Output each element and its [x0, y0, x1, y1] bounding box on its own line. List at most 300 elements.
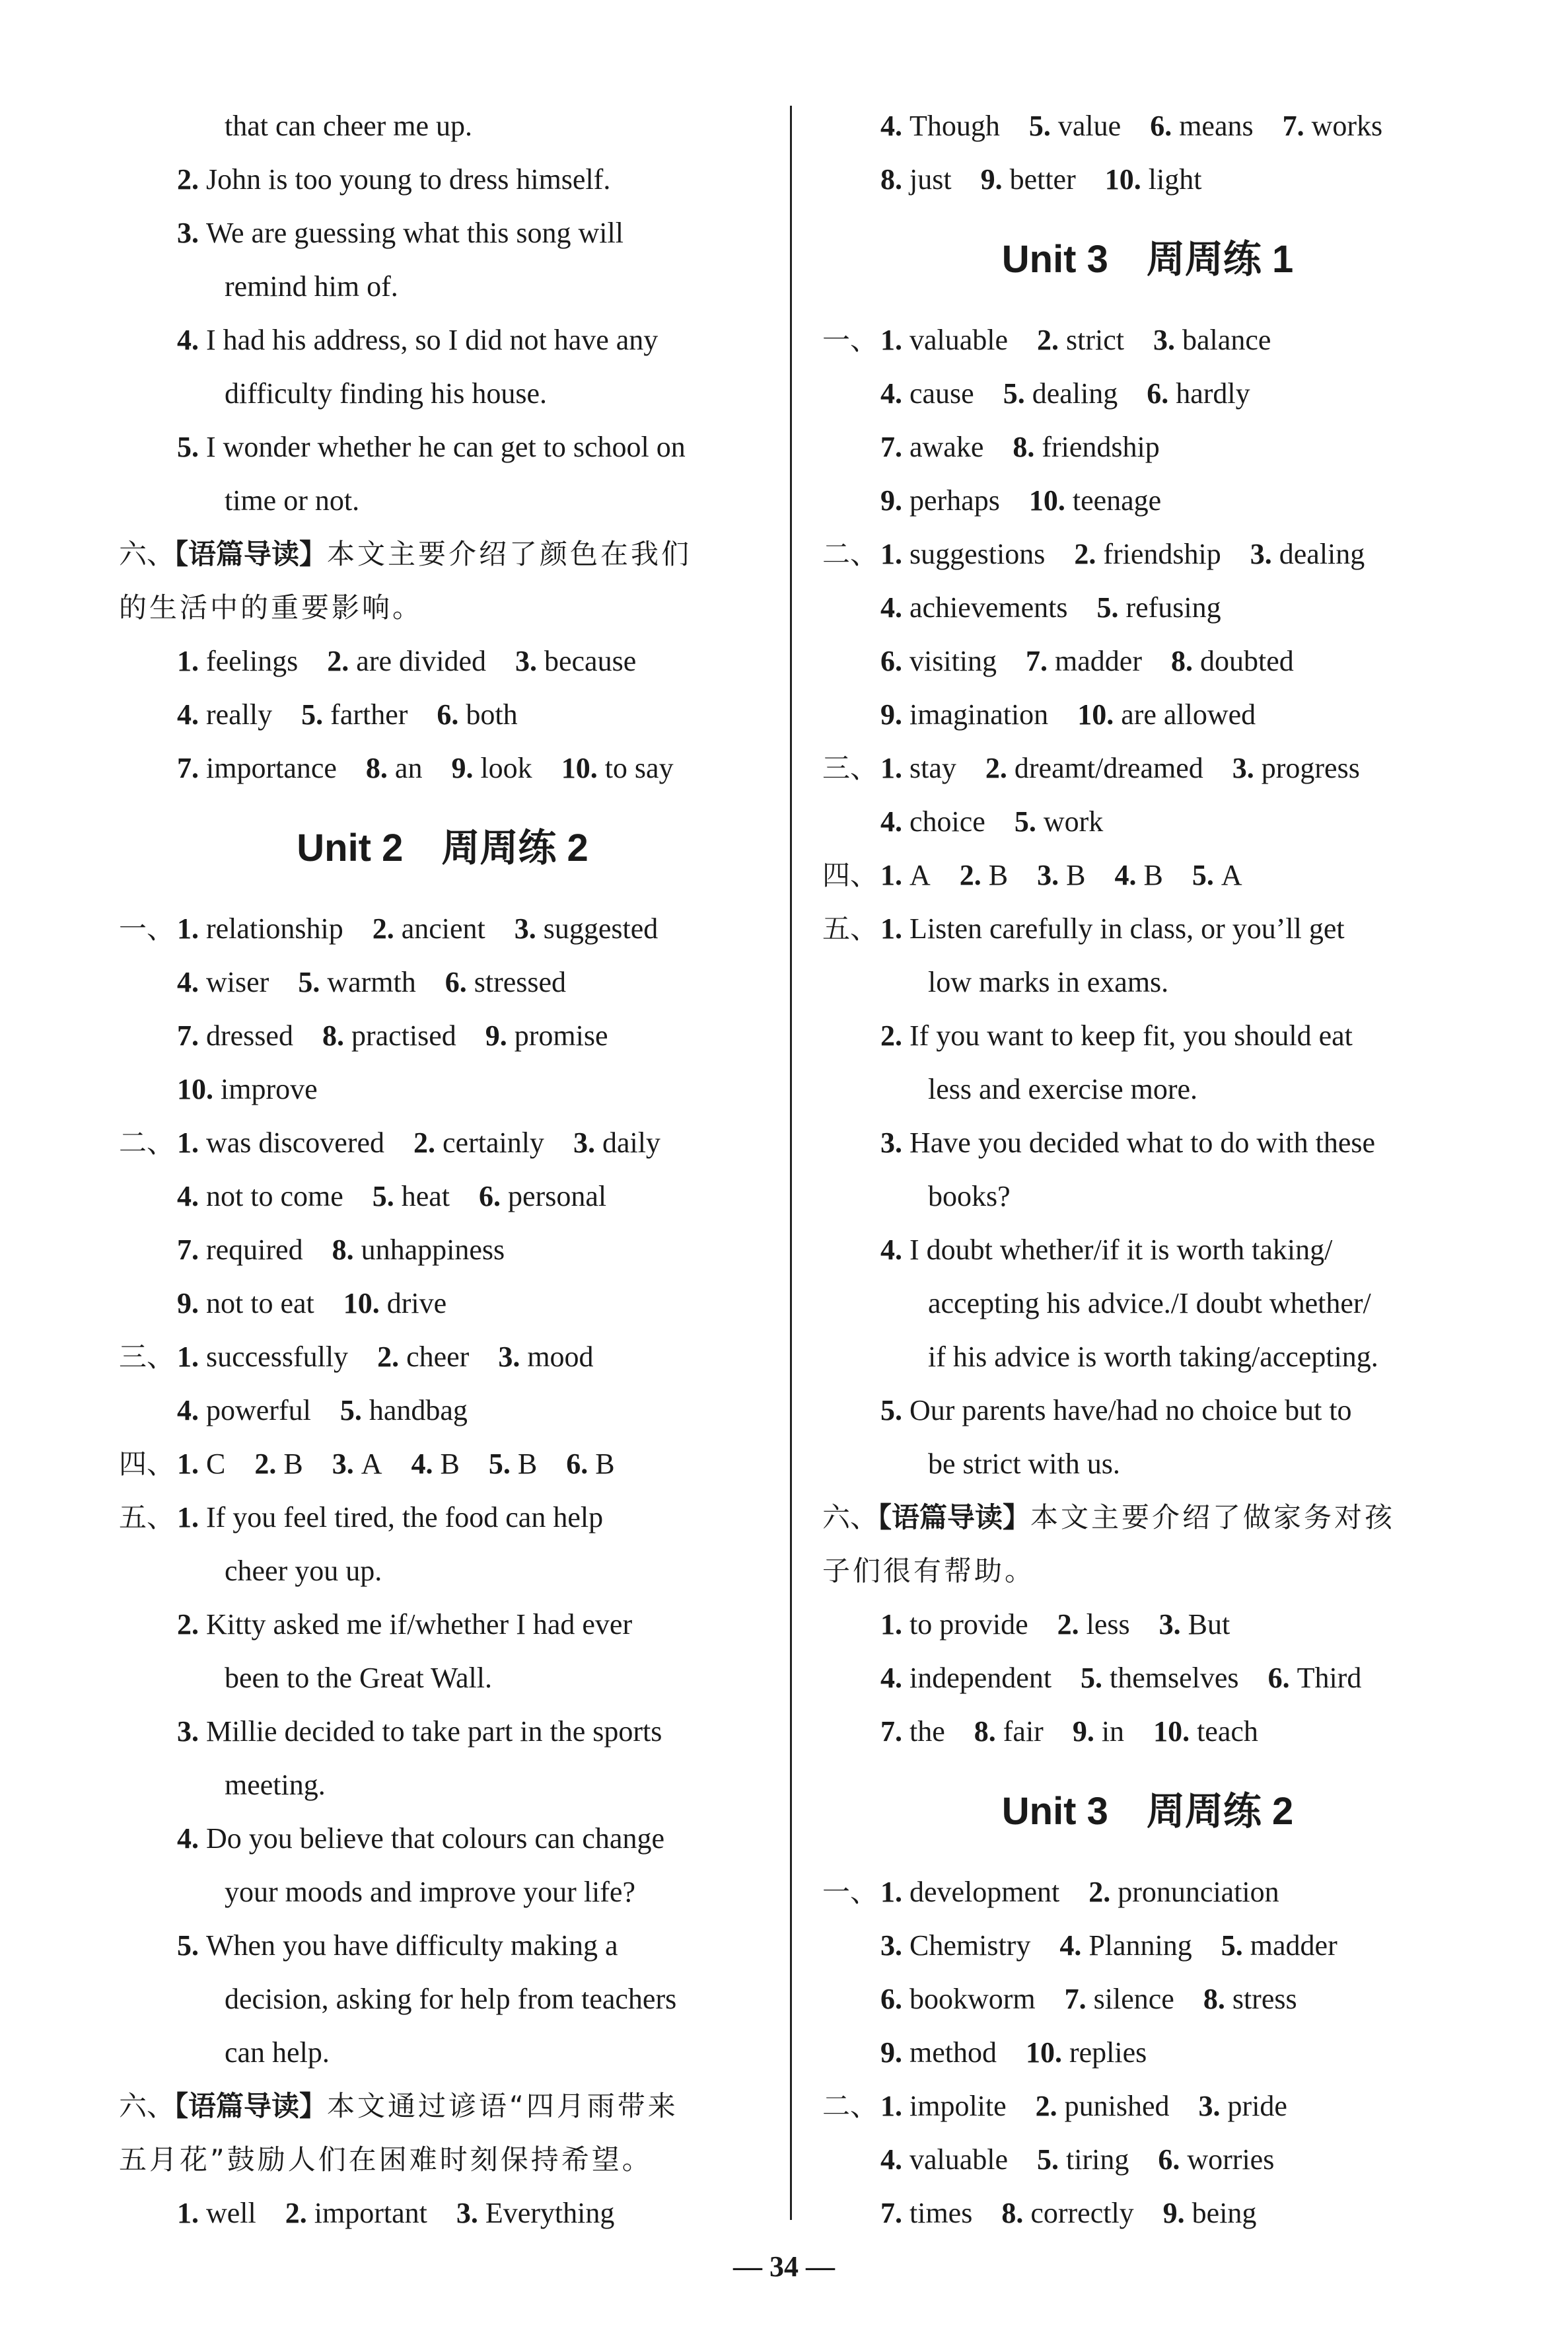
- answer-item: [1029, 484, 1161, 517]
- answer-text: practised: [351, 1019, 456, 1052]
- sentence-text: books?: [928, 1180, 1011, 1212]
- sentence-text: accepting his advice./I doubt whether/: [928, 1287, 1371, 1319]
- reading-guide-tag: 【语篇导读】: [878, 1501, 1031, 1533]
- text-line: [822, 2186, 1473, 2240]
- item-number: 2.: [1037, 324, 1067, 356]
- answer-item: [177, 1019, 293, 1052]
- text-line: [119, 955, 766, 1009]
- reading-guide-text: 子们很有帮助。: [822, 1555, 1036, 1587]
- text-line: [822, 1491, 1473, 1544]
- answer-text: powerful: [206, 1394, 311, 1426]
- answer-item: [327, 645, 486, 677]
- item-number: 3.: [456, 2197, 485, 2229]
- answer-item: [880, 431, 983, 463]
- reading-guide-tag: 【语篇导读】: [174, 2090, 328, 2122]
- answer-text: replies: [1069, 2036, 1147, 2069]
- section-number: 二、: [822, 538, 878, 570]
- text-line: [119, 99, 766, 153]
- answer-item: [880, 1983, 1036, 2015]
- answer-item: [880, 645, 997, 677]
- item-number: 2.: [1035, 2090, 1065, 2122]
- item-number: 3.: [1198, 2090, 1228, 2122]
- answer-text: choice: [909, 805, 985, 838]
- answer-item: [1001, 2197, 1133, 2229]
- sentence-text: time or not.: [225, 484, 360, 517]
- answer-item: [332, 1234, 505, 1266]
- text-line: [822, 1651, 1473, 1705]
- item-number: 4.: [177, 698, 206, 731]
- answer-item: [456, 2197, 615, 2229]
- answer-item: [880, 698, 1048, 731]
- item-number: 6.: [479, 1180, 509, 1212]
- answer-item: [177, 966, 269, 998]
- answer-text: achievements: [909, 591, 1068, 624]
- sentence-text: been to the Great Wall.: [225, 1662, 492, 1694]
- item-number: 4.: [880, 110, 909, 142]
- text-line: [119, 1812, 766, 1865]
- answer-item: [880, 2036, 997, 2069]
- text-line: [119, 1276, 766, 1330]
- sentence-text: less and exercise more.: [928, 1073, 1198, 1105]
- answer-item: [1036, 2090, 1170, 2122]
- answer-item: [880, 2197, 972, 2229]
- answer-text: pronunciation: [1118, 1876, 1279, 1908]
- item-number: 8.: [1001, 2197, 1031, 2229]
- text-line: [119, 1865, 766, 1919]
- text-line: [822, 1384, 1473, 1437]
- text-line: [822, 527, 1473, 581]
- answer-text: development: [909, 1876, 1060, 1908]
- item-number: 5.: [301, 698, 331, 731]
- answer-text: worries: [1187, 2143, 1275, 2176]
- answer-item: [566, 1448, 614, 1480]
- text-line: [822, 1705, 1473, 1758]
- answer-text: B: [988, 859, 1009, 891]
- item-number: 9.: [880, 698, 909, 731]
- item-number: 7.: [880, 1715, 909, 1748]
- answer-item: [177, 1234, 303, 1266]
- answer-item: [177, 1180, 343, 1212]
- answer-item: [254, 1448, 303, 1480]
- item-number: 1.: [880, 2090, 909, 2122]
- answer-text: B: [1143, 859, 1163, 891]
- item-number: 7.: [1282, 110, 1312, 142]
- text-line: [822, 367, 1473, 420]
- item-number: 5.: [880, 1394, 909, 1426]
- answer-item: [981, 163, 1076, 196]
- answer-item: [177, 698, 272, 731]
- text-line: [119, 581, 766, 634]
- answer-item: [177, 1394, 311, 1426]
- sentence-text: be strict with us.: [928, 1448, 1120, 1480]
- answer-item: [1073, 1715, 1124, 1748]
- answer-item: [1199, 2090, 1287, 2122]
- answer-item: [298, 966, 415, 998]
- answer-text: farther: [330, 698, 408, 731]
- sentence-text: When you have difficulty making a: [206, 1929, 618, 1962]
- answer-item: [1105, 163, 1202, 196]
- answer-item: [377, 1341, 469, 1373]
- answer-text: valuable: [909, 324, 1009, 356]
- answer-text: not to come: [206, 1180, 343, 1212]
- sentence-text: meeting.: [225, 1769, 326, 1801]
- answer-text: C: [206, 1448, 226, 1480]
- section-number: 三、: [119, 1341, 175, 1373]
- answer-text: imagination: [909, 698, 1049, 731]
- answer-item: [880, 752, 956, 784]
- text-line: [822, 1865, 1473, 1919]
- answer-item: [373, 912, 485, 945]
- answer-text: Planning: [1088, 1929, 1192, 1962]
- answer-text: punished: [1064, 2090, 1170, 2122]
- text-line: [119, 1384, 766, 1437]
- text-line: [119, 1758, 766, 1812]
- item-number: 4.: [1114, 859, 1144, 891]
- text-line: [822, 474, 1473, 527]
- item-number: 5.: [1037, 2143, 1067, 2176]
- item-number: 3.: [498, 1341, 528, 1373]
- answer-item: [880, 484, 1000, 517]
- answer-text: A: [1221, 859, 1242, 891]
- text-line: [119, 313, 766, 367]
- answer-text: means: [1179, 110, 1254, 142]
- answer-text: madder: [1055, 645, 1142, 677]
- answer-item: [985, 752, 1203, 784]
- item-number: 2.: [880, 1019, 909, 1052]
- sentence-text: We are guessing what this song will: [206, 217, 624, 249]
- text-line: [822, 1223, 1473, 1276]
- text-line: [119, 902, 766, 955]
- item-number: 2.: [285, 2197, 314, 2229]
- sentence-text: Have you decided what to do with these: [909, 1126, 1376, 1159]
- answer-item: [1153, 1715, 1258, 1748]
- answer-item: [1013, 431, 1159, 463]
- answer-item: [880, 377, 974, 410]
- answer-text: relationship: [206, 912, 343, 945]
- answer-item: [1037, 2143, 1129, 2176]
- answer-item: [880, 538, 1045, 570]
- answer-item: [437, 698, 517, 731]
- item-number: 10.: [1028, 484, 1073, 517]
- section-number: 六、: [119, 2090, 175, 2122]
- text-line: [119, 1169, 766, 1223]
- answer-item: [1096, 591, 1221, 624]
- answer-item: [177, 1073, 318, 1105]
- text-line: [119, 634, 766, 688]
- answer-text: A: [909, 859, 931, 891]
- answer-text: because: [544, 645, 637, 677]
- answer-item: [1283, 110, 1383, 142]
- item-number: 7.: [177, 1019, 206, 1052]
- text-line: [119, 527, 766, 581]
- answer-item: [340, 1394, 468, 1426]
- answer-text: value: [1057, 110, 1122, 142]
- answer-item: [1059, 1929, 1192, 1962]
- answer-text: importance: [206, 752, 337, 784]
- text-line: [822, 1919, 1473, 1972]
- item-number: 7.: [1064, 1983, 1094, 2015]
- item-number: 4.: [1059, 1929, 1089, 1962]
- answer-item: [974, 1715, 1044, 1748]
- item-number: 2.: [1057, 1608, 1087, 1641]
- right-column: [822, 99, 1473, 2240]
- item-number: 2.: [377, 1341, 407, 1373]
- text-line: [822, 902, 1473, 955]
- answer-item: [880, 591, 1067, 624]
- answer-item: [1153, 324, 1271, 356]
- answer-item: [177, 1126, 384, 1159]
- answer-text: valuable: [909, 2143, 1009, 2176]
- answer-item: [1192, 859, 1242, 891]
- text-line: [119, 741, 766, 795]
- answer-text: themselves: [1110, 1662, 1239, 1694]
- item-number: 2.: [372, 912, 402, 945]
- item-number: 10.: [1025, 2036, 1069, 2069]
- answer-text: A: [361, 1448, 382, 1480]
- answer-text: progress: [1261, 752, 1360, 784]
- answer-text: suggestions: [909, 538, 1046, 570]
- answer-text: dealing: [1032, 377, 1118, 410]
- item-number: 7.: [880, 2197, 909, 2229]
- text-line: [119, 1972, 766, 2026]
- text-line: [822, 153, 1473, 206]
- left-column: [119, 99, 766, 2240]
- item-number: 3.: [177, 1715, 206, 1748]
- item-number: 4.: [177, 966, 206, 998]
- answer-text: to provide: [909, 1608, 1028, 1641]
- text-line: [119, 206, 766, 260]
- answer-text: dreamt/dreamed: [1014, 752, 1203, 784]
- answer-text: mood: [527, 1341, 594, 1373]
- answer-text: teach: [1197, 1715, 1258, 1748]
- answer-text: dealing: [1279, 538, 1365, 570]
- answer-item: [177, 1287, 314, 1319]
- item-number: 3.: [1250, 538, 1279, 570]
- answer-text: to say: [604, 752, 674, 784]
- answer-item: [411, 1448, 460, 1480]
- text-line: [822, 795, 1473, 848]
- text-line: [822, 1330, 1473, 1384]
- answer-item: [1037, 324, 1124, 356]
- answer-item: [366, 752, 423, 784]
- answer-item: [1026, 2036, 1147, 2069]
- item-number: 7.: [177, 752, 206, 784]
- item-number: 8.: [1170, 645, 1200, 677]
- sentence-text: difficulty finding his house.: [225, 377, 548, 410]
- answer-item: [445, 966, 566, 998]
- item-number: 8.: [1013, 431, 1042, 463]
- reading-guide-tag: 【语篇导读】: [174, 538, 328, 570]
- section-number: 四、: [822, 859, 878, 891]
- answer-text: are divided: [356, 645, 486, 677]
- answer-text: madder: [1250, 1929, 1337, 1962]
- item-number: 3.: [1153, 324, 1183, 356]
- text-line: [822, 1276, 1473, 1330]
- answer-item: [177, 645, 298, 677]
- section-number: 五、: [822, 912, 878, 945]
- answer-item: [1203, 1983, 1297, 2015]
- answer-text: was discovered: [206, 1126, 385, 1159]
- text-line: [119, 2133, 766, 2186]
- item-number: 4.: [177, 1180, 206, 1212]
- answer-item: [285, 2197, 427, 2229]
- text-line: [822, 1972, 1473, 2026]
- text-line: [119, 2026, 766, 2079]
- answer-text: B: [1066, 859, 1086, 891]
- answer-item: [498, 1341, 593, 1373]
- text-line: [119, 2079, 766, 2133]
- text-line: [119, 1919, 766, 1972]
- answer-item: [880, 110, 1000, 142]
- sentence-text: decision, asking for help from teachers: [225, 1983, 677, 2015]
- answer-item: [1150, 110, 1253, 142]
- text-line: [119, 260, 766, 313]
- answer-text: feelings: [206, 645, 299, 677]
- item-number: 7.: [880, 431, 909, 463]
- text-line: [119, 1598, 766, 1651]
- sentence-text: Kitty asked me if/whether I had ever: [206, 1608, 633, 1641]
- text-line: [119, 1062, 766, 1116]
- answer-item: [1268, 1662, 1362, 1694]
- item-number: 3.: [1158, 1608, 1188, 1641]
- item-number: 5.: [1192, 859, 1221, 891]
- unit-heading: Unit 2 周周练 2: [297, 827, 588, 869]
- section-number: 六、: [119, 538, 175, 570]
- sentence-text: Listen carefully in class, or you’ll get: [909, 912, 1345, 945]
- answer-text: cause: [909, 377, 974, 410]
- answer-text: stay: [909, 752, 956, 784]
- answer-text: B: [440, 1448, 460, 1480]
- reading-guide-text: 的生活中的重要影响。: [119, 591, 423, 624]
- section-number: 五、: [119, 1501, 175, 1533]
- item-number: 3.: [880, 1126, 909, 1159]
- answer-text: heat: [401, 1180, 450, 1212]
- answer-text: stress: [1232, 1983, 1297, 2015]
- answer-item: [1015, 805, 1103, 838]
- section-number: 三、: [822, 752, 878, 784]
- text-line: [822, 741, 1473, 795]
- item-number: 7.: [1026, 645, 1055, 677]
- answer-item: [1003, 377, 1118, 410]
- text-line: [119, 474, 766, 527]
- answer-text: wiser: [206, 966, 269, 998]
- text-line: [119, 1437, 766, 1491]
- answer-text: Though: [909, 110, 1000, 142]
- item-number: 9.: [485, 1019, 515, 1052]
- answer-item: [1081, 1662, 1239, 1694]
- text-line: [119, 1330, 766, 1384]
- text-line: [822, 848, 1473, 902]
- item-number: 1.: [880, 1876, 909, 1908]
- answer-item: [880, 1715, 945, 1748]
- item-number: 5.: [177, 1929, 206, 1962]
- answer-text: friendship: [1042, 431, 1160, 463]
- text-line: [822, 99, 1473, 153]
- item-number: 2.: [177, 163, 206, 196]
- answer-item: [451, 752, 532, 784]
- reading-guide-text: 五月花”鼓励人们在困难时刻保持希望。: [119, 2143, 653, 2176]
- item-number: 9.: [451, 752, 481, 784]
- answer-item: [322, 1019, 456, 1052]
- text-line: [822, 2079, 1473, 2133]
- answer-item: [880, 1929, 1030, 1962]
- sentence-text: Our parents have/had no choice but to: [909, 1394, 1352, 1426]
- text-line: [822, 1544, 1473, 1598]
- answer-item: [880, 324, 1008, 356]
- answer-item: [1159, 1608, 1230, 1641]
- text-line: [119, 1651, 766, 1705]
- answer-text: personal: [508, 1180, 607, 1212]
- sentence-text: I wonder whether he can get to school on: [206, 431, 686, 463]
- item-number: 2.: [254, 1448, 284, 1480]
- reading-guide-text: 本文主要介绍了颜色在我们: [327, 538, 692, 570]
- answer-text: an: [394, 752, 423, 784]
- sentence-text: low marks in exams.: [928, 966, 1169, 998]
- answer-item: [177, 1448, 225, 1480]
- text-line: [822, 420, 1473, 474]
- answer-item: [301, 698, 408, 731]
- answer-text: just: [909, 163, 952, 196]
- answer-item: [373, 1180, 450, 1212]
- answer-text: light: [1148, 163, 1202, 196]
- answer-item: [1026, 645, 1142, 677]
- answer-text: stressed: [474, 966, 567, 998]
- answer-text: silence: [1093, 1983, 1174, 2015]
- text-line: [119, 1223, 766, 1276]
- answer-item: [561, 752, 674, 784]
- answer-text: in: [1101, 1715, 1125, 1748]
- item-number: 4.: [880, 1234, 909, 1266]
- text-line: [119, 420, 766, 474]
- answer-item: [880, 1608, 1028, 1641]
- sentence-text: Do you believe that colours can change: [206, 1822, 664, 1855]
- answer-item: [880, 2143, 1008, 2176]
- section-number: 二、: [119, 1126, 175, 1159]
- item-number: 4.: [880, 377, 909, 410]
- answer-text: correctly: [1030, 2197, 1134, 2229]
- answer-text: Everything: [485, 2197, 615, 2229]
- answer-item: [177, 912, 343, 945]
- sentence-text: if his advice is worth taking/accepting.: [928, 1341, 1378, 1373]
- item-number: 6.: [880, 1983, 909, 2015]
- sentence-text: I doubt whether/if it is worth taking/: [909, 1234, 1333, 1266]
- answer-item: [515, 912, 659, 945]
- text-line: [119, 367, 766, 420]
- item-number: 6.: [566, 1448, 596, 1480]
- item-number: 5.: [1003, 377, 1032, 410]
- item-number: 3.: [880, 1929, 909, 1962]
- sentence-text: If you want to keep fit, you should eat: [909, 1019, 1353, 1052]
- item-number: 2.: [1088, 1876, 1118, 1908]
- answer-item: [1088, 1876, 1279, 1908]
- item-number: 3.: [514, 912, 544, 945]
- item-number: 10.: [561, 752, 605, 784]
- item-number: 4.: [177, 1394, 206, 1426]
- answer-text: daily: [602, 1126, 660, 1159]
- item-number: 3.: [332, 1448, 361, 1480]
- answer-text: are allowed: [1121, 698, 1256, 731]
- answer-text: ancient: [401, 912, 485, 945]
- sentence-text: remind him of.: [225, 270, 398, 303]
- text-line: [119, 1491, 766, 1544]
- item-number: 2.: [327, 645, 357, 677]
- item-number: 1.: [177, 645, 206, 677]
- text-line: [119, 153, 766, 206]
- item-number: 4.: [411, 1448, 441, 1480]
- text-line: [822, 1437, 1473, 1491]
- answer-text: work: [1043, 805, 1104, 838]
- answer-item: [177, 752, 337, 784]
